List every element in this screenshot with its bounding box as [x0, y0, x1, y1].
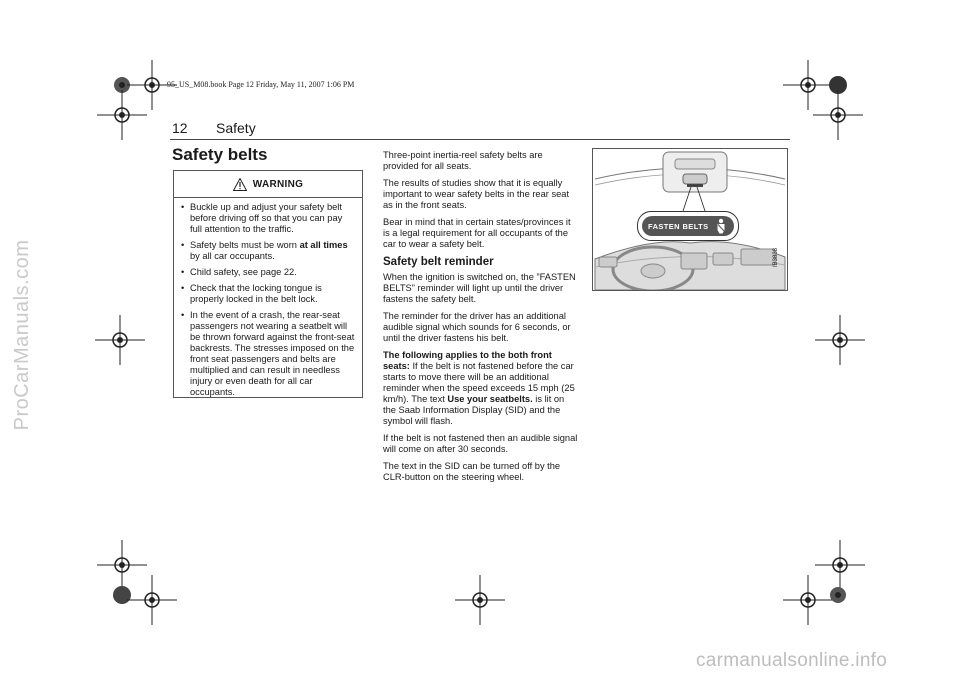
body-paragraph: If the belt is not fastened then an audible signal will come on after 30 seconds.	[383, 433, 578, 454]
warning-heading-text: WARNING	[252, 178, 304, 190]
fasten-belts-display	[642, 216, 734, 236]
figure-code: IB3838	[773, 247, 779, 267]
paragraph-text: If the belt is not fastened before the car starts to move there will be an additional reminder when the speed exceeds 15 mph (25 km/h). The text	[383, 361, 575, 404]
warning-item-text: Buckle up and adjust your safety belt before driving off so that you can pay full attention to the traffic.	[190, 202, 343, 234]
crosshair-mark-bottom-center	[450, 570, 510, 630]
warning-item-text: Safety belts must be worn	[190, 240, 300, 250]
page-number: 12	[172, 120, 188, 136]
warning-item-text: by all car occupants.	[190, 251, 275, 261]
body-paragraph: The reminder for the driver has an additional audible signal which sounds for 6 seconds, or until the driver fastens his belt.	[383, 311, 571, 343]
warning-list	[180, 202, 356, 403]
side-watermark: ProCarManuals.com	[10, 239, 33, 431]
warning-item-text: Check that the locking tongue is properly locked in the belt lock.	[190, 283, 322, 304]
warning-item	[180, 202, 356, 235]
body-paragraph: The text in the SID can be turned off by the CLR-button on the steering wheel.	[383, 461, 561, 482]
crosshair-mark-bottom-left	[122, 570, 182, 630]
paragraph-text: is lit on the Saab Information Display (SID) and the symbol will flash.	[383, 394, 565, 426]
body-column	[383, 150, 578, 489]
footer-watermark: carmanualsonline.info	[696, 650, 888, 671]
crosshair-mark-right-middle	[810, 310, 870, 370]
fasten-belts-label: FASTEN BELTS	[648, 221, 709, 231]
warning-item-emphasis: at all times	[299, 240, 348, 250]
paragraph-lead: The following applies to the both front seats:	[383, 350, 552, 371]
body-paragraph: The results of studies show that it is equally important to wear safety belts in the rear seat as in the front seats.	[383, 178, 570, 210]
warning-item	[180, 267, 356, 278]
warning-item	[180, 283, 356, 305]
fasten-belts-callout	[637, 211, 739, 241]
registration-mark-bottom-right	[808, 565, 868, 625]
crosshair-mark-left-upper	[92, 85, 152, 145]
running-header: Safety	[216, 120, 256, 136]
header-rule	[170, 139, 790, 140]
warning-triangle-icon	[233, 178, 247, 191]
body-paragraph: Three-point inertia-reel safety belts are provided for all seats.	[383, 150, 543, 171]
warning-item	[180, 240, 356, 262]
crosshair-mark-left-middle	[90, 310, 150, 370]
paragraph-emphasis: Use your seatbelts.	[447, 394, 533, 404]
warning-box	[173, 170, 363, 398]
body-paragraph	[383, 350, 578, 427]
warning-heading	[174, 171, 362, 198]
dashboard-figure	[592, 148, 788, 291]
seatbelt-person-icon	[715, 218, 727, 234]
subheading-reminder: Safety belt reminder	[383, 256, 494, 268]
body-paragraph: When the ignition is switched on, the ”FASTEN BELTS” reminder will light up until the driver fastens the safety belt.	[383, 272, 576, 304]
body-paragraph: Bear in mind that in certain states/provinces it is a legal requirement for all occupants of the car to wear a safety belt.	[383, 217, 571, 249]
warning-item-text: In the event of a crash, the rear-seat passengers not wearing a seatbelt will be thrown forward against the front-seat backrests. The stresses imposed on the front seat passengers and belts are multiplied and can result in needless injury or even death for all car occupants.	[190, 310, 355, 397]
section-title: Safety belts	[172, 145, 268, 164]
crosshair-mark-right-upper	[808, 85, 868, 145]
warning-item	[180, 310, 356, 398]
book-info-line: 95_US_M08.book Page 12 Friday, May 11, 2007 1:06 PM	[167, 80, 355, 89]
warning-item-text: Child safety, see page 22.	[190, 267, 297, 277]
